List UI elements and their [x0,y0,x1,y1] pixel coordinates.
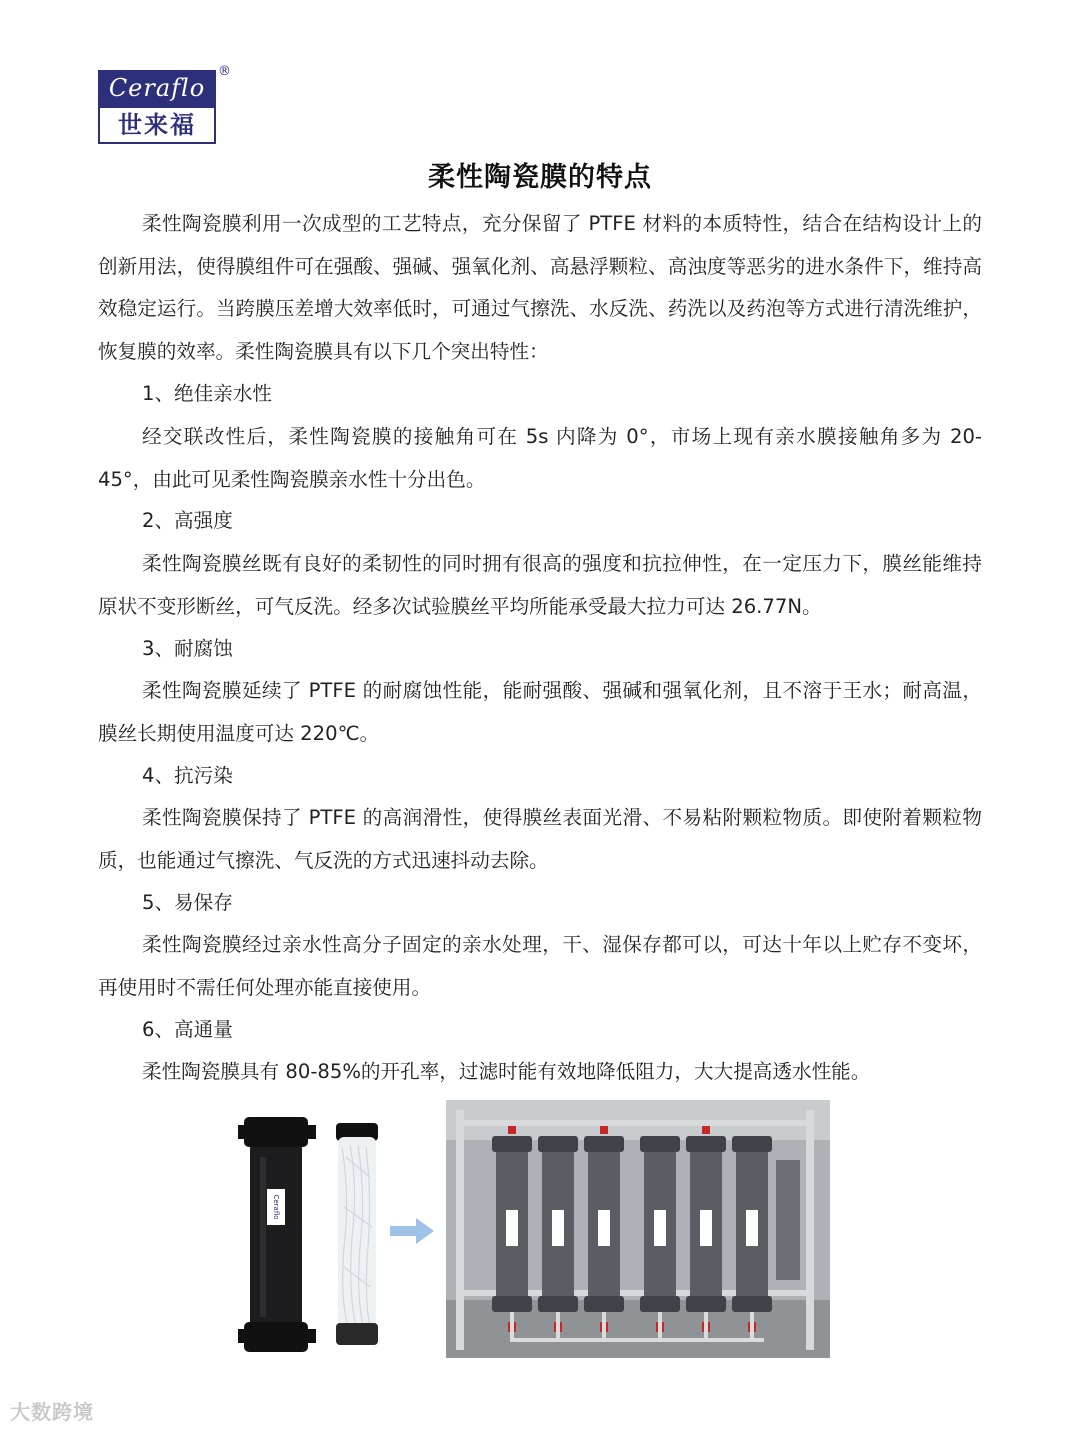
section-heading-corrosion: 3、耐腐蚀 [142,637,233,660]
section-text-antifouling: 柔性陶瓷膜保持了 PTFE 的高润滑性，使得膜丝表面光滑、不易粘附颗粒物质。即使附着颗粒物质，也能通过气擦洗、气反洗的方式迅速抖动去除。 [98,806,982,872]
section-text-strength: 柔性陶瓷膜丝既有良好的柔韧性的同时拥有很高的强度和抗拉伸性，在一定压力下，膜丝能维持原状不变形断丝，可气反洗。经多次试验膜丝平均所能承受最大拉力可达 26.77N。 [98,552,982,618]
section-text-flux: 柔性陶瓷膜具有 80-85%的开孔率，过滤时能有效地降低阻力，大大提高透水性能。 [142,1060,871,1083]
section-text-storage: 柔性陶瓷膜经过亲水性高分子固定的亲水处理，干、湿保存都可以，可达十年以上贮存不变坏，再使用时不需任何处理亦能直接使用。 [98,933,982,999]
watermark: 大数跨境 [10,1400,94,1424]
registered-mark: ® [218,64,231,79]
intro-paragraph: 柔性陶瓷膜利用一次成型的工艺特点，充分保留了 PTFE 材料的本质特性，结合在结构设计上的创新用法，使得膜组件可在强酸、强碱、强氧化剂、高悬浮颗粒、高浊度等恶劣的进水条件下，维持高效稳定运行。当跨膜压差增大效率低时，可通过气擦洗、水反洗、药洗以及药泡等方式进行清洗维护，恢复膜的效率。柔性陶瓷膜具有以下几个突出特性： [98,212,982,363]
section-heading-antifouling: 4、抗污染 [142,764,233,787]
ceraflo-logo [98,70,216,142]
section-heading-strength: 2、高强度 [142,509,233,532]
arrow-right-icon [390,1218,434,1248]
section-heading-storage: 5、易保存 [142,891,233,914]
logo-brand-en: Ceraflo [98,70,216,106]
membrane-system-photo [446,1100,830,1358]
logo-brand-cn: 世来福 [98,106,216,144]
section-text-hydrophilic: 经交联改性后，柔性陶瓷膜的接触角可在 5s 内降为 0°，市场上现有亲水膜接触角多为 20-45°，由此可见柔性陶瓷膜亲水性十分出色。 [98,425,982,491]
page-title: 柔性陶瓷膜的特点 [428,162,652,193]
module-label-text: Ceraflo [272,1194,280,1220]
section-heading-hydrophilic: 1、绝佳亲水性 [142,382,273,405]
section-text-corrosion: 柔性陶瓷膜延续了 PTFE 的耐腐蚀性能，能耐强酸、强碱和强氧化剂，且不溶于王水；耐高温，膜丝长期使用温度可达 220℃。 [98,679,982,745]
section-heading-flux: 6、高通量 [142,1018,233,1041]
